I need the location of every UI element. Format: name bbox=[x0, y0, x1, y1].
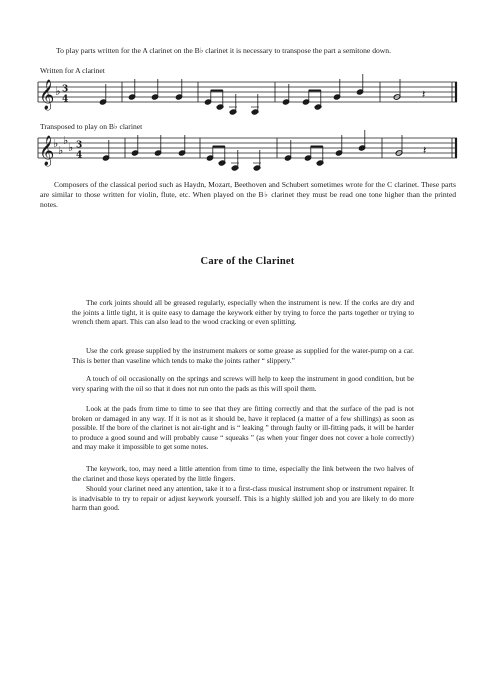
paragraph-cork-joints: The cork joints should all be greased regularly, especially when the instrument is new. If the corks are dry and the joints a little tight, it is quite easy to damage the keywork either by trying to force the parts together or trying to wrench them apart. This can also lead to the wood cracking or even splitting. bbox=[72, 298, 414, 327]
svg-text:♭: ♭ bbox=[68, 141, 74, 154]
section-title: Care of the Clarinet bbox=[200, 256, 295, 267]
paragraph-cork-grease: Use the cork grease supplied by the instrument makers or some grease as supplied for the water-pump on a car. This is better than vaseline which tends to make the joints rather “ slippery.” bbox=[72, 346, 414, 365]
classical-composers-note: Composers of the classical period such as Haydn, Mozart, Beethoven and Schubert sometimes wrote for the C clarinet. These parts are similar to those written for violin, flute, etc. When played on the B♭ clarinet they must be read one tone higher than the printed notes. bbox=[40, 180, 456, 210]
example-label-transposed: Transposed to play on B♭ clarinet bbox=[40, 122, 143, 131]
quarter-rest-icon: 𝄽 bbox=[422, 88, 426, 101]
svg-text:𝄽: 𝄽 bbox=[423, 144, 427, 157]
paragraph-keywork: The keywork, too, may need a little attention from time to time, especially the link between the two halves of the clarinet and those keys operated by the little fingers. bbox=[72, 464, 414, 483]
staff-lines bbox=[38, 82, 457, 102]
svg-text:♭: ♭ bbox=[58, 144, 64, 157]
svg-text:♭: ♭ bbox=[63, 134, 69, 147]
svg-text:4: 4 bbox=[62, 94, 69, 105]
paragraph-oil: A touch of oil occasionally on the springs and screws will help to keep the instrument in good condition, but be very sparing with the oil so that it does not run onto the pads as this will spoil them. bbox=[72, 374, 414, 393]
svg-text:4: 4 bbox=[76, 150, 83, 161]
svg-text:♭: ♭ bbox=[53, 137, 59, 150]
svg-text:3: 3 bbox=[76, 140, 83, 151]
paragraph-repair: Should your clarinet need any attention, take it to a first-class musical instrument shop or instrument repairer. It is inadvisable to try to repair or adjust keywork yourself. This is a highly skilled job and you are likely to do more harm than good. bbox=[72, 484, 414, 513]
example-label-a-clarinet: Written for A clarinet bbox=[40, 66, 105, 75]
paragraph-pads: Look at the pads from time to time to see that they are fitting correctly and that the surface of the pad is not broken or damaged in any way. If it is not as it should be, have it replaced (a matter of a few shillings) as soon as possible. If the bore of the clarinet is not air-tight and is “ leaking ” through faulty or ill-fitting pads, it will be harder to produce a good sound and will probably cause “ squeaks ” (as when your finger does not cover a hole correctly) and may make it impossible to get some notes. bbox=[72, 404, 414, 452]
intro-text: To play parts written for the A clarinet on the B♭ clarinet it is necessary to transpose the part a semitone down. bbox=[56, 46, 391, 55]
svg-text:3: 3 bbox=[62, 84, 69, 95]
flat-sign-icon: ♭ bbox=[55, 84, 61, 98]
treble-clef-icon: 𝄞 bbox=[39, 80, 55, 110]
svg-text:𝄞: 𝄞 bbox=[39, 136, 55, 166]
